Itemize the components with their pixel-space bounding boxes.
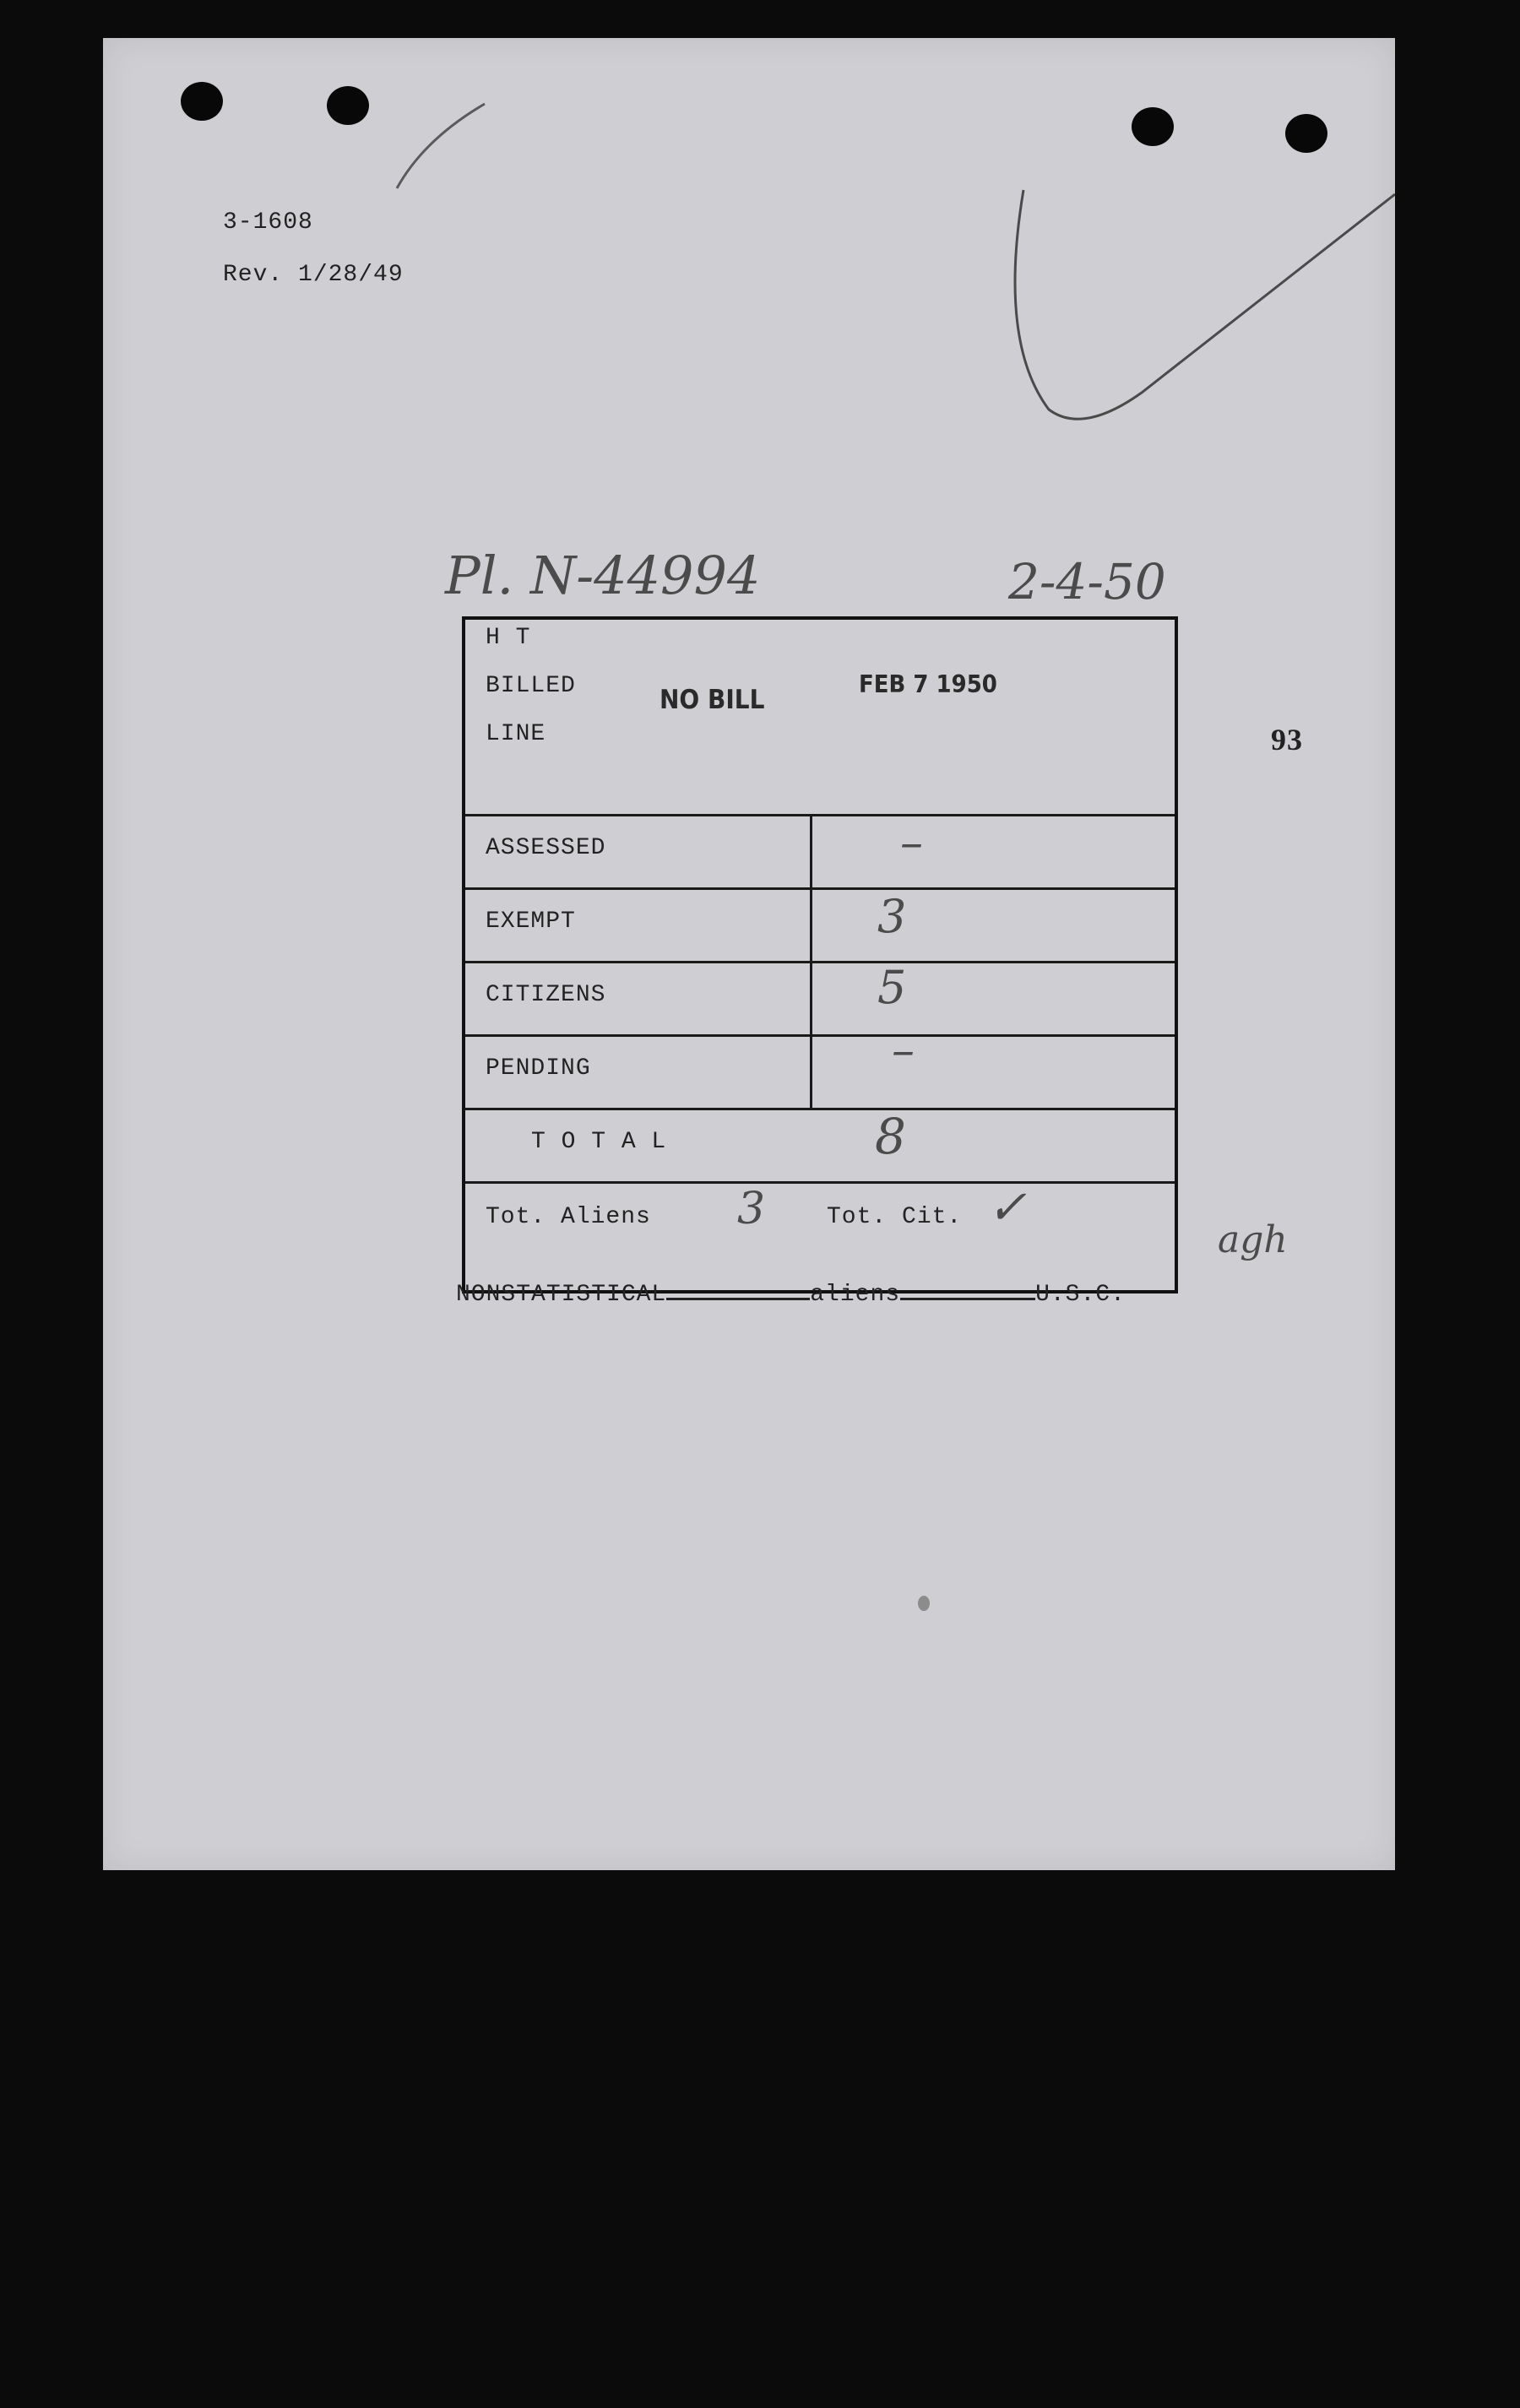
label-total: T O T A L	[531, 1129, 667, 1155]
label-tot-cit: Tot. Cit.	[827, 1204, 963, 1230]
divider	[465, 887, 1175, 890]
divider	[465, 1181, 1175, 1184]
label-aliens: aliens	[810, 1282, 901, 1308]
stamp-no-bill: NO BILL	[660, 684, 765, 715]
form-revision: Rev. 1/28/49	[223, 262, 404, 288]
divider	[465, 961, 1175, 963]
divider	[465, 814, 1175, 816]
stamp-date: FEB 7 1950	[859, 670, 997, 699]
pencil-check-mark	[103, 38, 1395, 545]
divider	[465, 1108, 1175, 1110]
value-pending: –	[892, 1023, 915, 1077]
document-sheet	[103, 38, 1395, 1870]
value-assessed: –	[900, 816, 923, 869]
label-ht: H T	[486, 625, 531, 651]
label-exempt: EXEMPT	[486, 908, 576, 935]
label-pending: PENDING	[486, 1055, 591, 1082]
blank-field	[666, 1281, 810, 1300]
label-tot-aliens: Tot. Aliens	[486, 1204, 651, 1230]
nonstatistical-line	[456, 1281, 1126, 1308]
label-citizens: CITIZENS	[486, 982, 606, 1008]
label-assessed: ASSESSED	[486, 835, 606, 861]
value-tot-cit: ✓	[987, 1180, 1027, 1235]
handwritten-date: 2-4-50	[1008, 553, 1166, 610]
label-line: LINE	[486, 721, 546, 747]
handwritten-initials: agh	[1218, 1218, 1288, 1261]
paper-speck	[918, 1596, 930, 1611]
value-exempt: 3	[877, 890, 907, 943]
value-total: 8	[875, 1108, 906, 1165]
label-nonstatistical: NONSTATISTICAL	[456, 1282, 667, 1308]
statistics-form	[462, 616, 1178, 1293]
handwritten-file-number: Pl. N-44994	[445, 545, 761, 606]
label-usc: U.S.C.	[1035, 1282, 1126, 1308]
page-number: 93	[1271, 723, 1303, 757]
value-citizens: 5	[877, 961, 907, 1014]
form-number: 3-1608	[223, 209, 313, 236]
value-tot-aliens: 3	[737, 1184, 766, 1234]
label-billed: BILLED	[486, 673, 576, 699]
blank-field	[900, 1281, 1035, 1300]
divider	[465, 1034, 1175, 1037]
column-divider	[810, 814, 812, 1108]
